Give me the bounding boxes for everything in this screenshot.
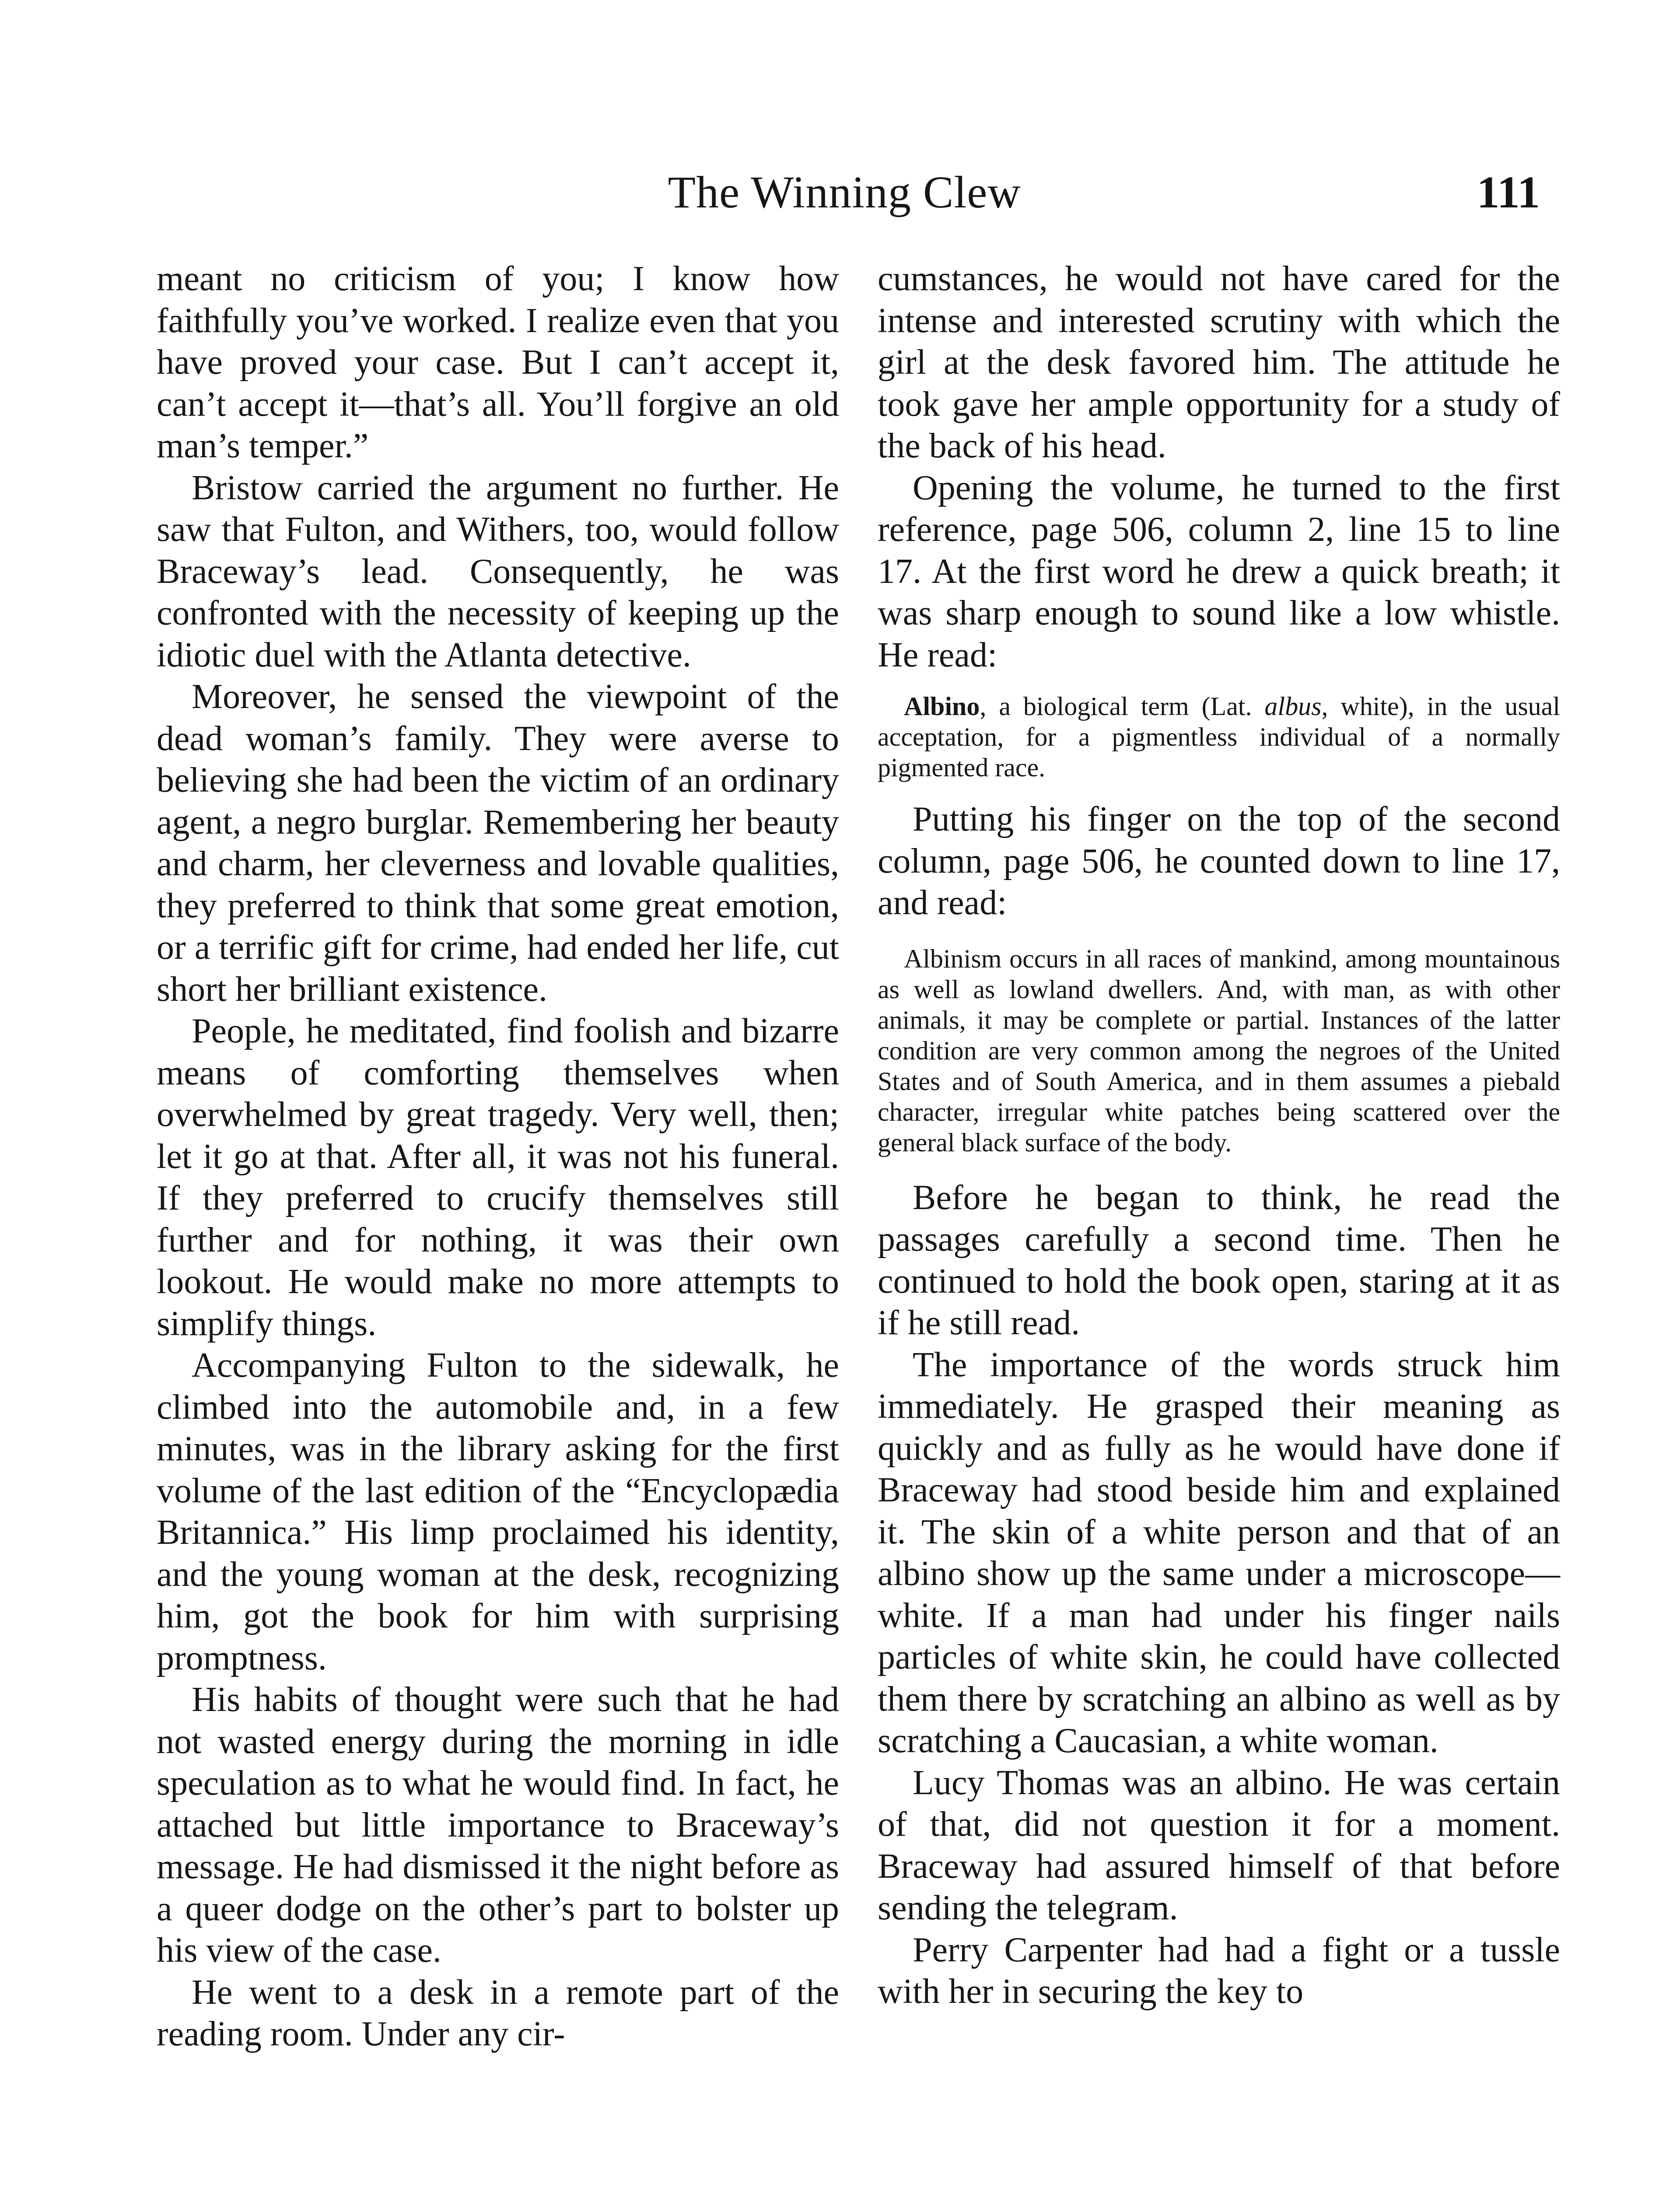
encyclopedia-quote-albino: [878, 691, 1560, 783]
paragraph: He went to a desk in a remote part of the reading room. Under any cir-: [157, 1973, 839, 2053]
paragraph: Putting his finger on the top of the second column, page 506, he counted down to line 17, and read:: [878, 800, 1560, 922]
paragraph: Perry Carpenter had had a fight or a tussle with her in securing the key to: [878, 1930, 1560, 2011]
encyclopedia-quote-albinism: Albinism occurs in all races of mankind, among mountainous as well as lowland dwellers. And, with man, as with other animals, it may be complete or partial. Instances of the latter condition are very common among the negroes of the United States and of South America, and in them assumes a piebald character, irregular white patches being scattered over the general black surface of the body.: [878, 944, 1560, 1157]
paragraph: Moreover, he sensed the viewpoint of the dead woman’s family. They were averse to believing she had been the victim of an ordinary agent, a negro burglar. Remembering her beauty and charm, her cleverness and lovable qualities, they preferred to think that some great emotion, or a terrific gift for crime, had ended her life, cut short her brilliant existence.: [157, 677, 839, 1009]
paragraph: His habits of thought were such that he had not wasted energy during the morning in idle speculation as to what he would find. In fact, he attached but little importance to Braceway’s message. He had dismissed it the night before as a queer dodge on the other’s part to bolster up his view of the case.: [157, 1680, 839, 1970]
paragraph: cumstances, he would not have cared for the intense and interested scrutiny with which the girl at the desk favored him. The attitude he took gave her ample opportunity for a study of the back of his head.: [878, 259, 1560, 465]
page-number: 111: [1477, 167, 1540, 217]
running-title: The Winning Clew: [668, 167, 1021, 217]
paragraph: meant no criticism of you; I know how faithfully you’ve worked. I realize even that you have proved your case. But I can’t accept it, can’t accept it—that’s all. You’ll forgive an old man’s temper.”: [157, 259, 839, 465]
paragraph: Lucy Thomas was an albino. He was certain of that, did not question it for a moment. Braceway had assured himself of that before sending the telegram.: [878, 1763, 1560, 1927]
quote-text: , white), in the usual acceptation, for a pigmentless individual of a normally pigmented race.: [878, 692, 1560, 782]
paragraph: People, he meditated, find foolish and bizarre means of comforting themselves when overwhelmed by great tragedy. Very well, then; let it go at that. After all, it was not his funeral. If they preferred to crucify themselves still further and for nothing, it was their own lookout. He would make no more attempts to simplify things.: [157, 1012, 839, 1343]
quote-text: , a biological term (Lat.: [980, 692, 1265, 721]
paragraph: Accompanying Fulton to the sidewalk, he climbed into the automobile and, in a few minutes, was in the library asking for the first volume of the last edition of the “Encyclopædia Britannica.” His limp proclaimed his identity, and the young woman at the desk, recognizing him, got the book for him with surprising promptness.: [157, 1346, 839, 1677]
running-header: [149, 162, 1540, 223]
left-column: [157, 258, 839, 2055]
quote-headword: Albino: [904, 692, 980, 721]
paragraph: The importance of the words struck him immediately. He grasped their meaning as quickly and as fully as he would have done if Braceway had stood beside him and explained it. The skin of a white person and that of an albino show up the same under a microscope—white. If a man had under his finger nails particles of white skin, he could have collected them there by scratching an albino as well as by scratching a Caucasian, a white woman.: [878, 1345, 1560, 1760]
quote-latin-term: albus: [1264, 692, 1322, 721]
paragraph: Opening the volume, he turned to the first reference, page 506, column 2, line 15 to line 17. At the first word he drew a quick breath; it was sharp enough to sound like a low whistle. He read:: [878, 468, 1560, 674]
paragraph: Before he began to think, he read the passages carefully a second time. Then he continued to hold the book open, staring at it as if he still read.: [878, 1178, 1560, 1342]
paragraph: Bristow carried the argument no further. He saw that Fulton, and Withers, too, would follow Braceway’s lead. Consequently, he was confronted with the necessity of keeping up the idiotic duel with the Atlanta detective.: [157, 468, 839, 674]
right-column: [878, 258, 1560, 2013]
